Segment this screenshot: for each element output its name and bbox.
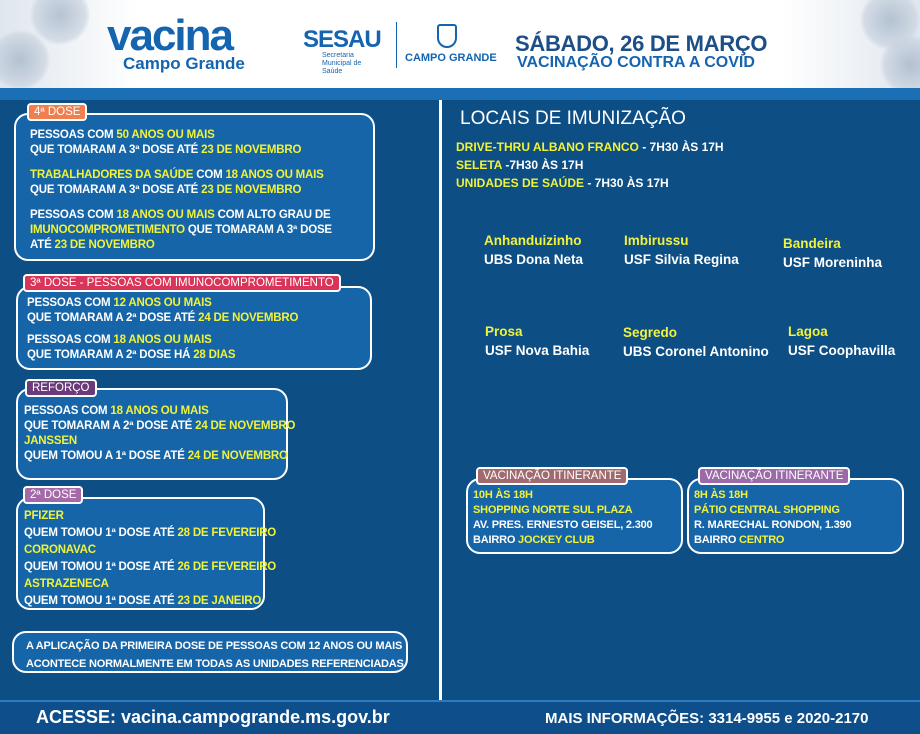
dose3-box bbox=[16, 286, 372, 370]
neighborhood-name: Imbirussu bbox=[624, 233, 689, 248]
highlight-text: 24 DE NOVEMBRO bbox=[195, 420, 296, 432]
text-group bbox=[456, 138, 724, 192]
highlight-text: DRIVE-THRU ALBANO FRANCO bbox=[456, 140, 639, 154]
text-line bbox=[473, 488, 681, 503]
highlight-text: PFIZER bbox=[24, 510, 64, 522]
text-group bbox=[30, 128, 373, 158]
text: QUE TOMARAM A 3ª DOSE ATÉ bbox=[30, 144, 202, 156]
text-line bbox=[456, 138, 724, 156]
text-line bbox=[24, 576, 263, 593]
text: QUEM TOMOU 1ª DOSE ATÉ bbox=[24, 561, 178, 573]
highlight-text: UNIDADES DE SAÚDE bbox=[456, 176, 585, 190]
contact-phones: MAIS INFORMAÇÕES: 3314-9955 e 2020-2170 bbox=[545, 710, 869, 727]
text: PESSOAS COM bbox=[27, 297, 114, 309]
text-line bbox=[694, 503, 902, 518]
vacina-logo: vacina bbox=[107, 16, 232, 56]
highlight-text: 24 DE NOVEMBRO bbox=[187, 450, 288, 462]
neighborhood-name: Lagoa bbox=[788, 324, 828, 339]
health-unit-name: USF Nova Bahia bbox=[485, 343, 590, 358]
first-dose-note bbox=[12, 631, 408, 673]
highlight-text: 23 DE NOVEMBRO bbox=[201, 184, 302, 196]
text-line bbox=[24, 542, 263, 559]
text: QUE TOMARAM A 3ª DOSE ATÉ bbox=[30, 184, 202, 196]
text-line bbox=[30, 238, 373, 253]
text: A APLICAÇÃO DA PRIMEIRA DOSE DE PESSOAS COM 12 ANOS OU MAIS bbox=[26, 640, 403, 652]
text-line bbox=[27, 311, 370, 326]
neighborhood-name: Anhanduizinho bbox=[484, 233, 582, 248]
dose4-box bbox=[14, 113, 375, 261]
text: -7H30 ÀS 17H bbox=[502, 158, 584, 172]
neighborhood-item bbox=[788, 322, 895, 360]
highlight-text: JOCKEY CLUB bbox=[518, 534, 595, 546]
text-line bbox=[27, 348, 370, 363]
header-banner bbox=[0, 0, 920, 88]
dose3-label: 3ª DOSE - PESSOAS COM IMUNOCOMPROMETIMENTO bbox=[23, 274, 341, 292]
highlight-text: 28 DIAS bbox=[193, 349, 236, 361]
text: PESSOAS COM bbox=[24, 405, 111, 417]
highlight-text: PÁTIO CENTRAL SHOPPING bbox=[694, 504, 840, 516]
neighborhood-name: Segredo bbox=[623, 325, 678, 340]
text-line bbox=[694, 533, 902, 548]
text: QUEM TOMOU A 1ª DOSE ATÉ bbox=[24, 450, 188, 462]
sesau-logo-subtitle: Secretaria Municipal de Saúde bbox=[322, 52, 362, 75]
footer bbox=[0, 700, 920, 734]
text: COM ALTO GRAU DE bbox=[214, 209, 331, 221]
text-line bbox=[473, 533, 681, 548]
itinerante-label-2: VACINAÇÃO ITINERANTE bbox=[698, 467, 850, 485]
health-unit-name: USF Silvia Regina bbox=[624, 252, 739, 267]
health-unit-name: USF Coophavilla bbox=[788, 343, 896, 358]
reforco-box bbox=[16, 388, 296, 480]
text-line bbox=[24, 525, 277, 542]
text: ACONTECE NORMALMENTE EM TODAS AS UNIDADES REFERENCIADAS bbox=[26, 658, 404, 670]
reforco-label: REFORÇO bbox=[25, 379, 97, 397]
neighborhood-item bbox=[623, 323, 769, 361]
text: PESSOAS COM bbox=[30, 129, 117, 141]
locais-title: LOCAIS DE IMUNIZAÇÃO bbox=[460, 108, 686, 129]
city-crest-icon bbox=[437, 24, 457, 48]
highlight-text: SELETA bbox=[456, 158, 503, 172]
text-group bbox=[27, 333, 370, 363]
itinerante-box-1 bbox=[466, 478, 683, 554]
text-line bbox=[30, 223, 373, 238]
neighborhood-item bbox=[485, 322, 589, 360]
text-line bbox=[30, 143, 373, 158]
text: QUE TOMARAM A 2ª DOSE HÁ bbox=[27, 349, 194, 361]
text: PESSOAS COM bbox=[30, 209, 117, 221]
text-line bbox=[24, 449, 286, 464]
highlight-text: 23 DE NOVEMBRO bbox=[201, 144, 302, 156]
text-line bbox=[456, 156, 724, 174]
dose2-label: 2ª DOSE bbox=[23, 486, 83, 504]
text-line bbox=[473, 503, 681, 518]
text-line bbox=[26, 637, 406, 655]
text-line bbox=[24, 404, 286, 419]
text: COM bbox=[193, 169, 226, 181]
highlight-text: 23 DE JANEIRO bbox=[177, 595, 262, 607]
event-subtitle: VACINAÇÃO CONTRA A COVID bbox=[517, 54, 755, 71]
text-line bbox=[27, 333, 370, 348]
text-line bbox=[24, 593, 263, 610]
health-unit-name: UBS Coronel Antonino bbox=[623, 344, 769, 359]
text: QUE TOMARAM A 2ª DOSE ATÉ bbox=[24, 420, 196, 432]
text-line bbox=[24, 508, 263, 525]
highlight-text: CORONAVAC bbox=[24, 544, 96, 556]
text-group bbox=[694, 488, 902, 548]
text-group bbox=[473, 488, 681, 548]
text: PESSOAS COM bbox=[27, 334, 114, 346]
highlight-text: 28 DE FEVEREIRO bbox=[177, 527, 277, 539]
text: ATÉ bbox=[30, 239, 55, 251]
highlight-text: TRABALHADORES DA SAÚDE bbox=[30, 169, 194, 181]
text-line bbox=[30, 208, 373, 223]
column-divider bbox=[439, 100, 442, 700]
highlight-text: 23 DE NOVEMBRO bbox=[54, 239, 155, 251]
neighborhood-name: Bandeira bbox=[783, 236, 841, 251]
text: QUEM TOMOU 1ª DOSE ATÉ bbox=[24, 595, 178, 607]
neighborhood-item bbox=[783, 234, 882, 272]
text-line bbox=[27, 296, 370, 311]
sesau-logo: SESAU bbox=[303, 26, 381, 53]
itinerante-box-2 bbox=[687, 478, 904, 554]
text: AV. PRES. ERNESTO GEISEL, 2.300 bbox=[473, 519, 653, 531]
text-line bbox=[694, 518, 902, 533]
dose2-box bbox=[16, 497, 277, 610]
health-unit-name: UBS Dona Neta bbox=[484, 252, 584, 267]
website-link[interactable]: ACESSE: vacina.campogrande.ms.gov.br bbox=[36, 707, 390, 727]
highlight-text: 12 ANOS OU MAIS bbox=[113, 297, 212, 309]
text-group bbox=[24, 508, 277, 542]
highlight-text: ASTRAZENECA bbox=[24, 578, 109, 590]
neighborhood-item bbox=[484, 231, 583, 269]
text-line bbox=[30, 183, 373, 198]
text-line bbox=[30, 128, 373, 143]
text: BAIRRO bbox=[473, 534, 519, 546]
locais-schedule bbox=[456, 138, 724, 192]
itinerante-label-1: VACINAÇÃO ITINERANTE bbox=[476, 467, 628, 485]
logo-divider bbox=[396, 22, 397, 68]
highlight-text: 24 DE NOVEMBRO bbox=[198, 312, 299, 324]
highlight-text: CENTRO bbox=[739, 534, 785, 546]
highlight-text: 50 ANOS OU MAIS bbox=[116, 129, 215, 141]
vacina-logo-subtitle: Campo Grande bbox=[123, 54, 245, 73]
neighborhood-name: Prosa bbox=[485, 324, 523, 339]
text-group bbox=[30, 168, 373, 198]
text-group bbox=[24, 542, 277, 576]
neighborhood-item bbox=[624, 231, 739, 269]
text-line bbox=[456, 174, 724, 192]
highlight-text: 18 ANOS OU MAIS bbox=[225, 169, 324, 181]
highlight-text: 10H ÀS 18H bbox=[473, 489, 533, 501]
text-line bbox=[694, 488, 902, 503]
text-group bbox=[24, 434, 286, 464]
highlight-text: IMUNOCOMPROMETIMENTO bbox=[30, 224, 185, 236]
text-group bbox=[27, 296, 370, 326]
highlight-text: 18 ANOS OU MAIS bbox=[113, 334, 212, 346]
highlight-text: 18 ANOS OU MAIS bbox=[116, 209, 215, 221]
text-line bbox=[24, 419, 296, 434]
text-line bbox=[24, 434, 286, 449]
text-group bbox=[26, 637, 406, 673]
text: QUEM TOMOU 1ª DOSE ATÉ bbox=[24, 527, 178, 539]
health-unit-name: USF Moreninha bbox=[783, 255, 883, 270]
text-group bbox=[30, 208, 373, 253]
highlight-text: JANSSEN bbox=[24, 435, 77, 447]
event-date: SÁBADO, 26 DE MARÇO bbox=[515, 31, 768, 56]
highlight-text: 18 ANOS OU MAIS bbox=[110, 405, 209, 417]
text-line bbox=[30, 168, 373, 183]
text-group bbox=[24, 576, 263, 610]
text: QUE TOMARAM A 3ª DOSE bbox=[184, 224, 332, 236]
text-line bbox=[26, 655, 406, 673]
text: QUE TOMARAM A 2ª DOSE ATÉ bbox=[27, 312, 199, 324]
highlight-text: 8H ÀS 18H bbox=[694, 489, 748, 501]
highlight-text: SHOPPING NORTE SUL PLAZA bbox=[473, 504, 633, 516]
text: R. MARECHAL RONDON, 1.390 bbox=[694, 519, 852, 531]
text-group bbox=[24, 404, 296, 434]
text: - 7H30 ÀS 17H bbox=[584, 176, 669, 190]
header-band bbox=[0, 88, 920, 100]
highlight-text: 26 DE FEVEREIRO bbox=[177, 561, 277, 573]
text-line bbox=[24, 559, 277, 576]
text: - 7H30 ÀS 17H bbox=[638, 140, 724, 154]
text: BAIRRO bbox=[694, 534, 740, 546]
dose4-label: 4ª DOSE bbox=[27, 103, 87, 121]
text-line bbox=[473, 518, 681, 533]
campo-grande-logo: CAMPO GRANDE bbox=[405, 52, 497, 64]
